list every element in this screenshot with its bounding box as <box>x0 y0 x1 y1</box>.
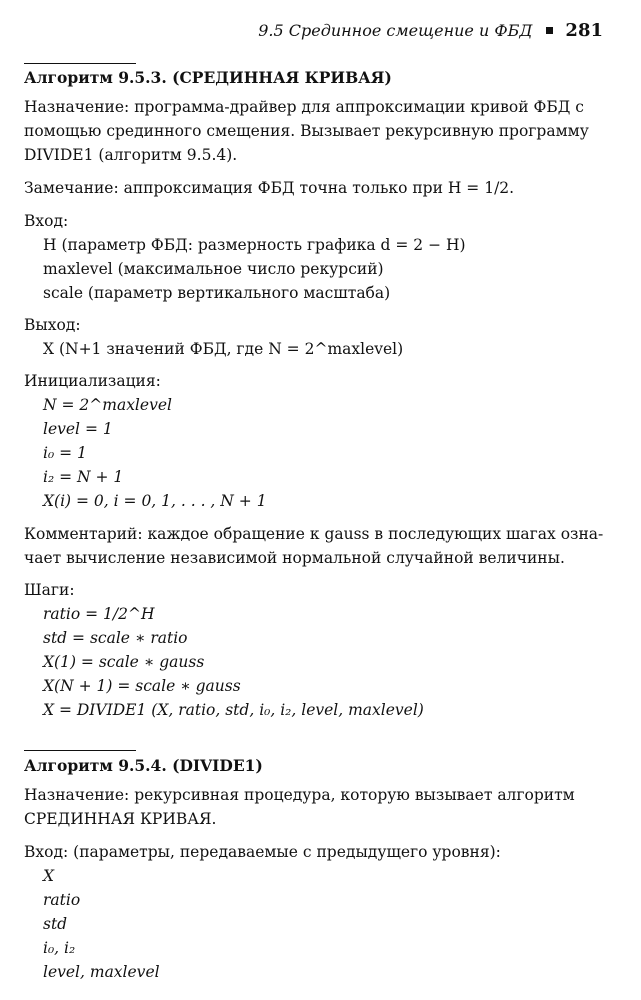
output-label: Выход: <box>24 316 81 334</box>
section-rule <box>24 750 136 751</box>
input-label: Вход: (параметры, передаваемые с предыдущего уровня): <box>24 843 501 861</box>
page-header <box>258 20 603 41</box>
bullet-separator <box>546 27 553 34</box>
init-label: Инициализация: <box>24 372 161 390</box>
input-item: H (параметр ФБД: размерность графика d = 2 − H) <box>43 236 466 254</box>
section-rule <box>24 63 136 64</box>
purpose-line: DIVIDE1 (алгоритм 9.5.4). <box>24 146 238 164</box>
step-item: X = DIVIDE1 (X, ratio, std, i₀, i₂, level, maxlevel) <box>43 701 424 719</box>
init-item: i₂ = N + 1 <box>43 468 124 486</box>
purpose-line: Назначение: рекурсивная процедура, которую вызывает алгоритм <box>24 786 575 804</box>
input-item: level, maxlevel <box>43 963 160 981</box>
step-item: X(1) = scale ∗ gauss <box>43 653 205 671</box>
input-item: i₀, i₂ <box>43 939 76 957</box>
input-item: ratio <box>43 891 81 909</box>
input-item: std <box>43 915 68 933</box>
step-item: X(N + 1) = scale ∗ gauss <box>43 677 241 695</box>
output-item: X (N+1 значений ФБД, где N = 2^maxlevel) <box>43 340 404 358</box>
init-item: X(i) = 0, i = 0, 1, . . . , N + 1 <box>43 492 267 510</box>
note-line: Замечание: аппроксимация ФБД точна только при H = 1/2. <box>24 179 515 197</box>
algorithm-title: Алгоритм 9.5.3. (СРЕДИННАЯ КРИВАЯ) <box>24 68 392 87</box>
step-item: ratio = 1/2^H <box>43 605 155 623</box>
running-title: 9.5 Срединное смещение и ФБД <box>258 21 533 40</box>
purpose-line: СРЕДИННАЯ КРИВАЯ. <box>24 810 217 828</box>
algorithm-title: Алгоритм 9.5.4. (DIVIDE1) <box>24 756 263 775</box>
input-item: X <box>43 867 55 885</box>
page-number: 281 <box>565 20 603 41</box>
input-label: Вход: <box>24 212 69 230</box>
input-item: maxlevel (максимальное число рекурсий) <box>43 260 384 278</box>
step-item: std = scale ∗ ratio <box>43 629 188 647</box>
init-item: i₀ = 1 <box>43 444 87 462</box>
purpose-line: Назначение: программа-драйвер для аппроксимации кривой ФБД с <box>24 98 584 116</box>
init-item: N = 2^maxlevel <box>43 396 172 414</box>
purpose-line: помощью срединного смещения. Вызывает рекурсивную программу <box>24 122 589 140</box>
comment-line: Комментарий: каждое обращение к gauss в последующих шагах озна- <box>24 525 604 543</box>
steps-label: Шаги: <box>24 581 75 599</box>
comment-line: чает вычисление независимой нормальной случайной величины. <box>24 549 565 567</box>
input-item: scale (параметр вертикального масштаба) <box>43 284 391 302</box>
init-item: level = 1 <box>43 420 113 438</box>
